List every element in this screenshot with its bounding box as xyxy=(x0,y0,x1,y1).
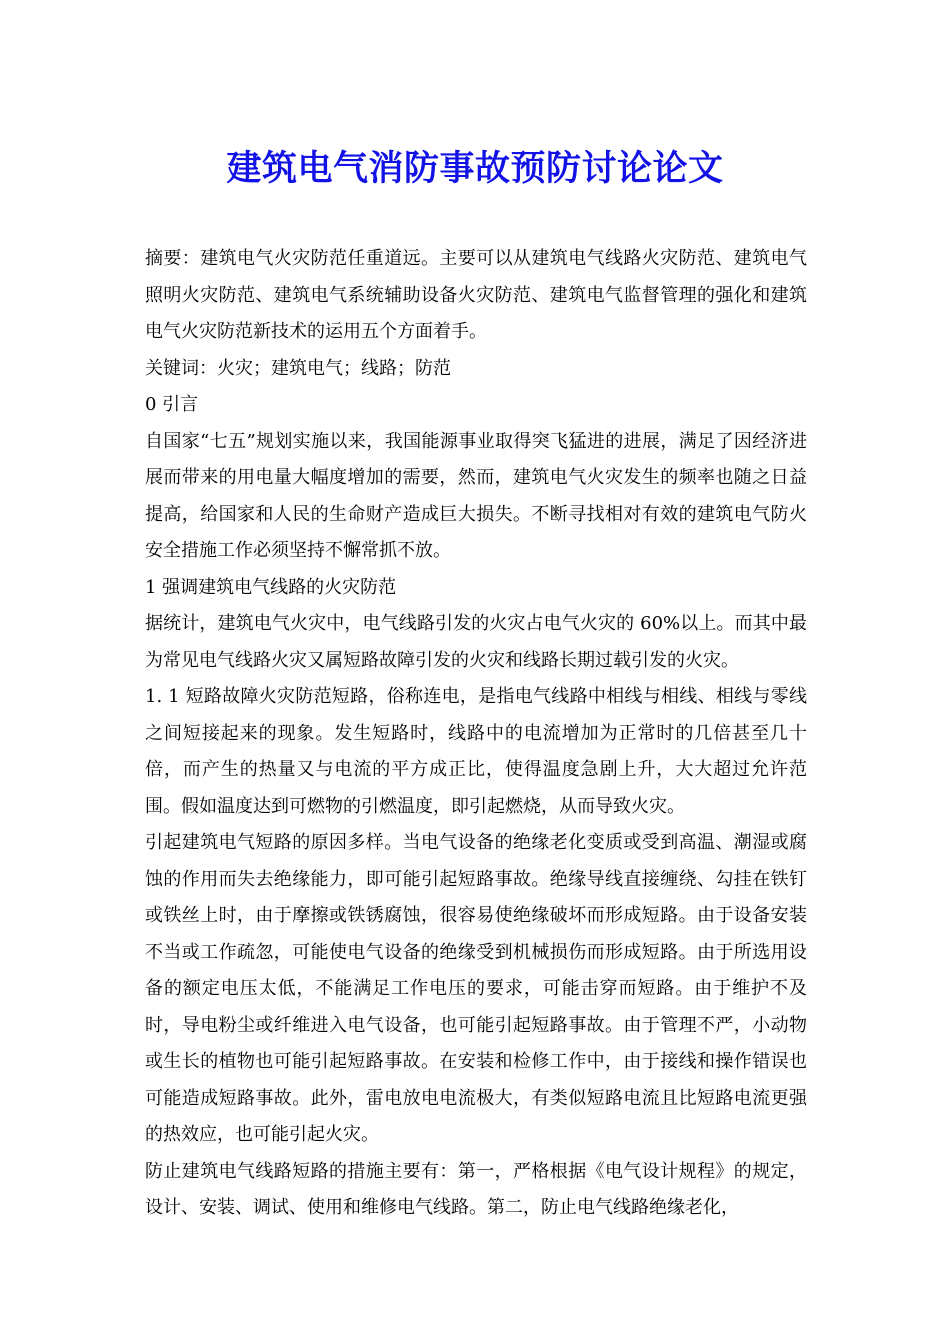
document-body xyxy=(145,241,807,1227)
section-heading-1: 1 强调建筑电气线路的火灾防范 xyxy=(145,576,397,598)
short-circuit-causes-paragraph: 引起建筑电气短路的原因多样。当电气设备的绝缘老化变质或受到高温、潮湿或腐蚀的作用而失去绝缘能力，即可能引起短路事故。绝缘导线直接缠绕、勾挂在铁钉或铁丝上时，由于摩擦或铁锈腐蚀，很容易使绝缘破坏而形成短路。由于设备安装不当或工作疏忽，可能使电气设备的绝缘受到机械损伤而形成短路。由于所选用设备的额定电压太低，不能满足工作电压的要求，可能击穿而短路。由于维护不及时，导电粉尘或纤维进入电气设备，也可能引起短路事故。由于管理不严，小动物或生长的植物也可能引起短路事故。在安装和检修工作中，由于接线和操作错误也可能造成短路事故。此外，雷电放电电流极大，有类似短路电流且比短路电流更强的热效应，也可能引起火灾。 xyxy=(145,832,807,1145)
document-title: 建筑电气消防事故预防讨论论文 xyxy=(226,148,724,190)
introduction-paragraph: 自国家“七五”规划实施以来，我国能源事业取得突飞猛进的进展，满足了因经济进展而带来的用电量大幅度增加的需要，然而，建筑电气火灾发生的频率也随之日益提高，给国家和人民的生命财产造成巨大损失。不断寻找相对有效的建筑电气防火安全措施工作必须坚持不懈常抓不放。 xyxy=(145,430,807,561)
prevention-measures-paragraph: 防止建筑电气线路短路的措施主要有：第一，严格根据《电气设计规程》的规定，设计、安装、调试、使用和维修电气线路。第二，防止电气线路绝缘老化， xyxy=(145,1160,807,1218)
short-circuit-paragraph: 1. 1 短路故障火灾防范短路，俗称连电，是指电气线路中相线与相线、相线与零线之间短接起来的现象。发生短路时，线路中的电流增加为正常时的几倍甚至几十倍，而产生的热量又与电流的平方成正比，使得温度急剧上升，大大超过允许范围。假如温度达到可燃物的引燃温度，即引起燃烧，从而导致火灾。 xyxy=(145,686,807,817)
abstract-paragraph: 摘要：建筑电气火灾防范任重道远。主要可以从建筑电气线路火灾防范、建筑电气照明火灾防范、建筑电气系统辅助设备火灾防范、建筑电气监督管理的强化和建筑电气火灾防范新技术的运用五个方面着手。 xyxy=(145,248,807,342)
section-heading-introduction: 0 引言 xyxy=(145,394,199,415)
keywords-line: 关键词：火灾；建筑电气；线路；防范 xyxy=(145,357,451,379)
statistics-paragraph: 据统计，建筑电气火灾中，电气线路引发的火灾占电气火灾的 60%以上。而其中最为常见电气线路火灾又属短路故障引发的火灾和线路长期过载引发的火灾。 xyxy=(145,613,807,671)
